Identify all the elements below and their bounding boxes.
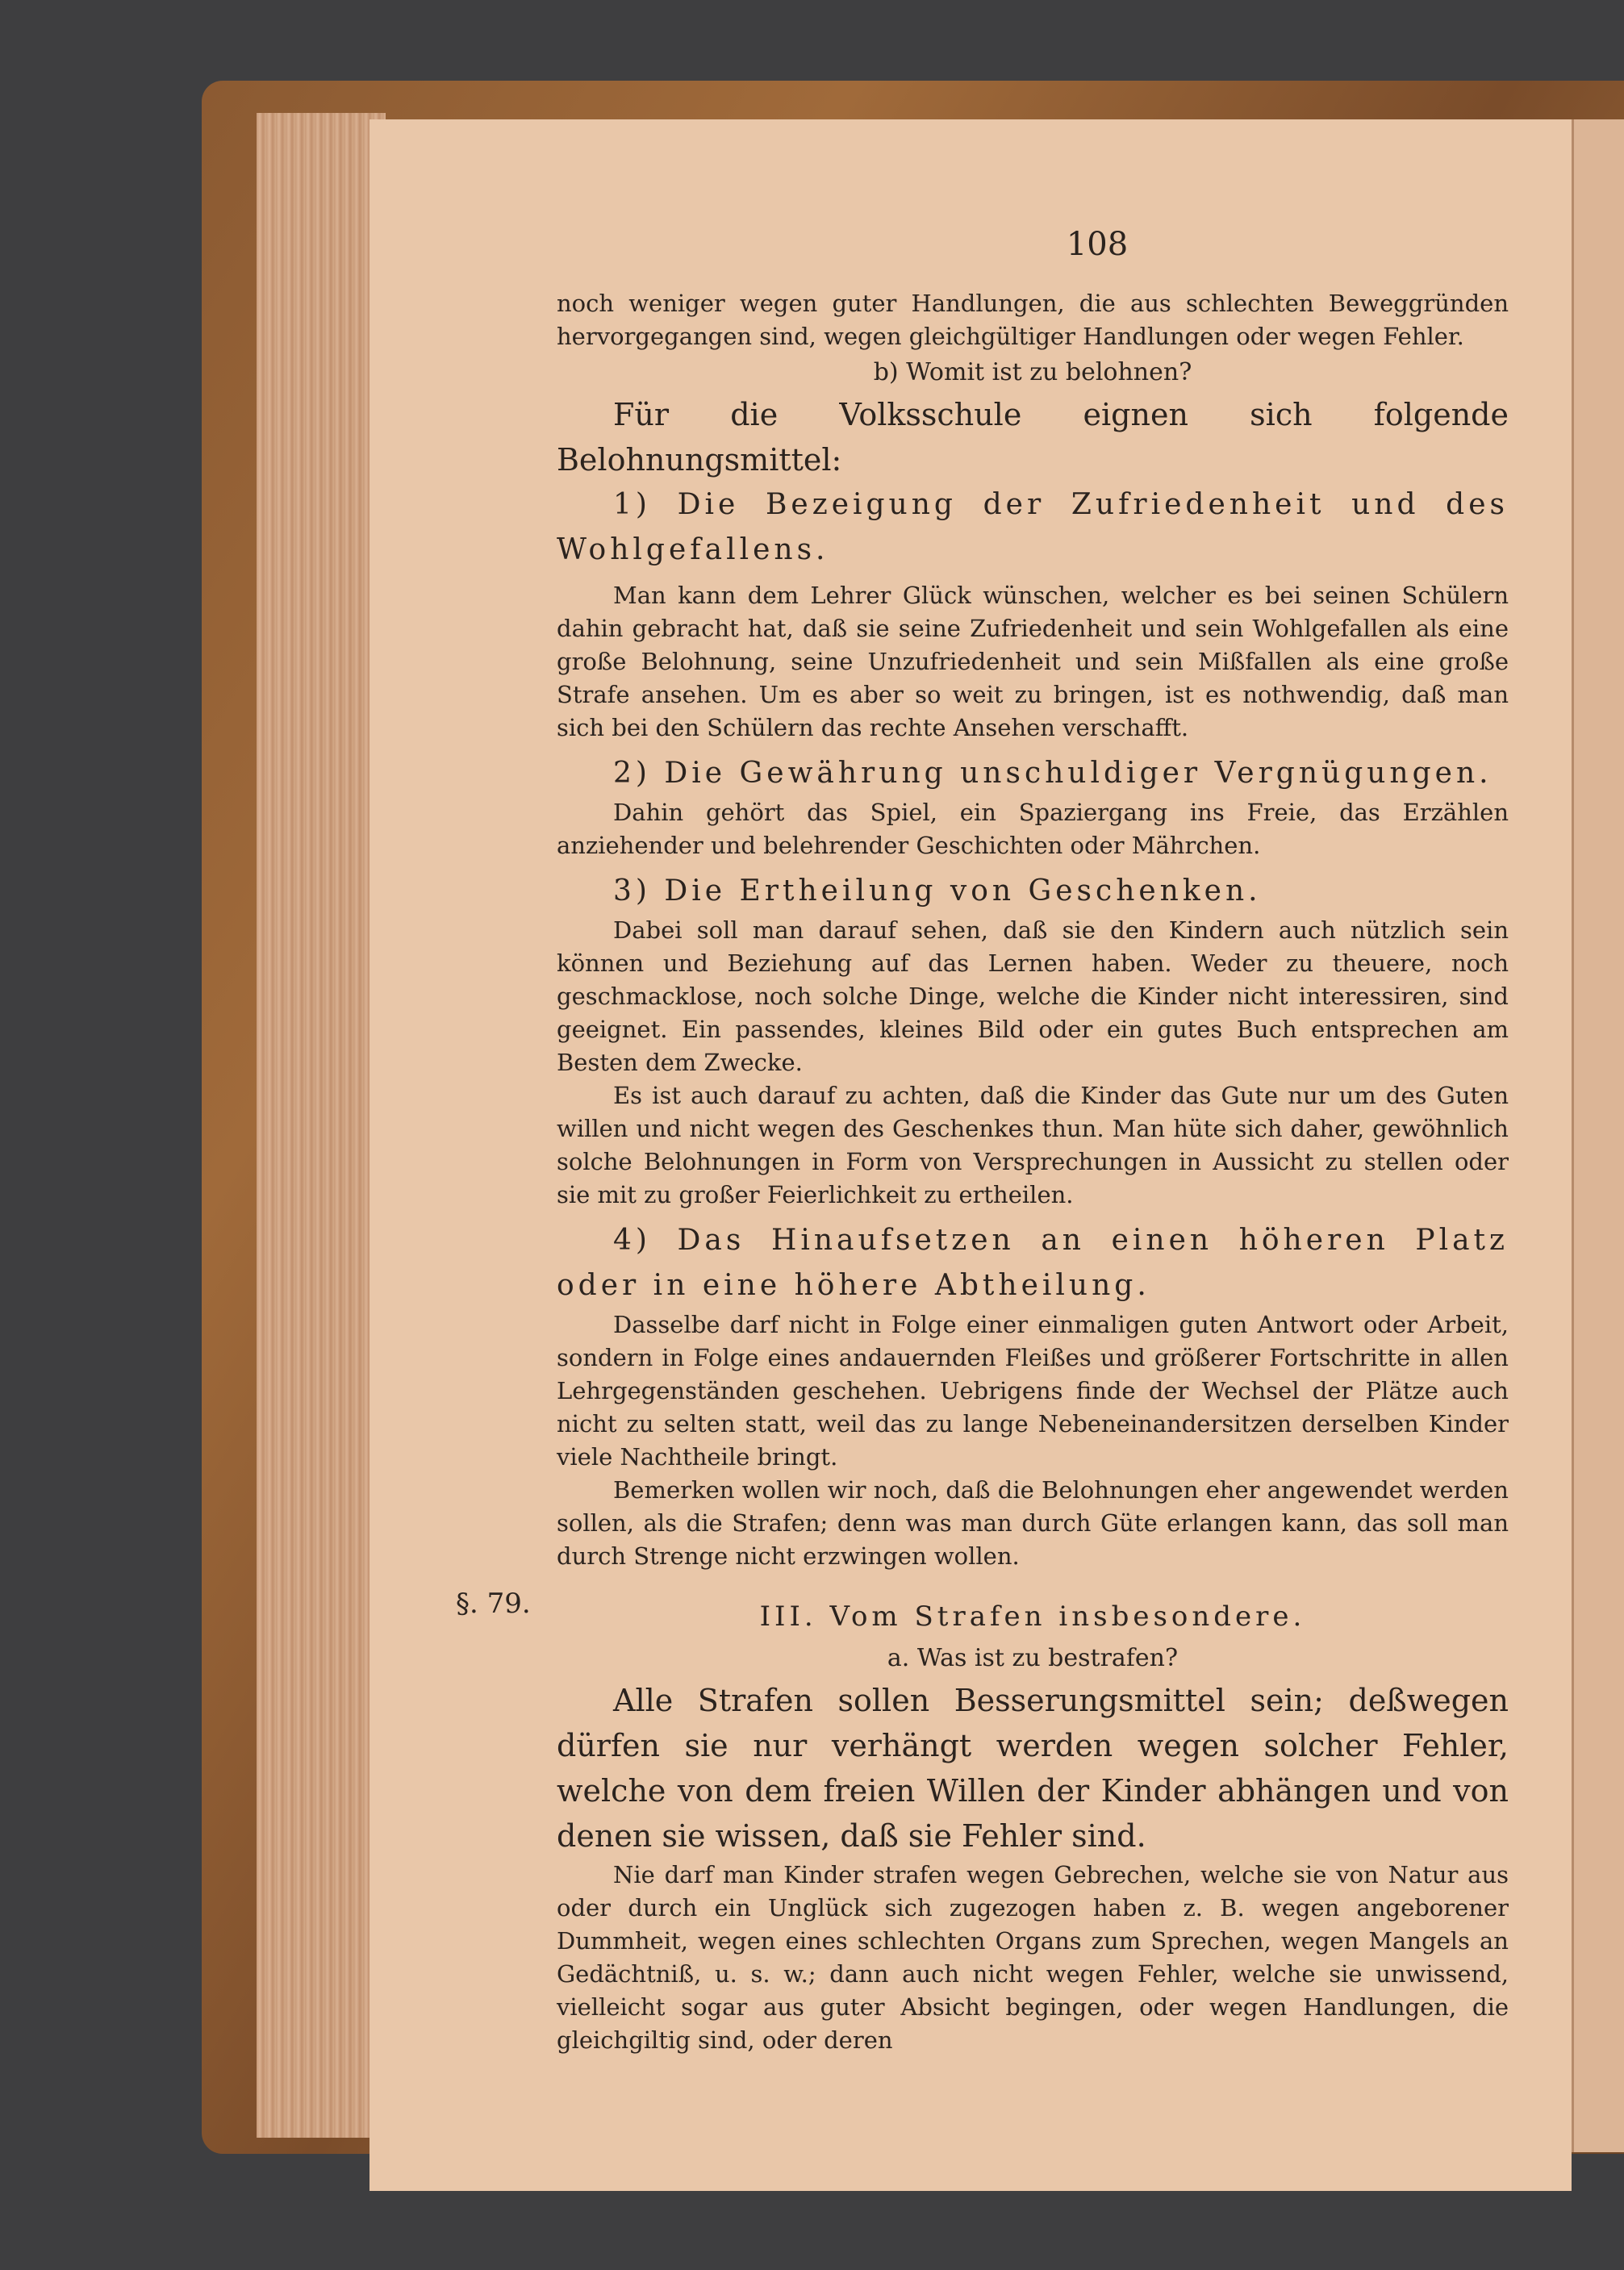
item3-text-2: Es ist auch darauf zu achten, daß die Kinder das Gute nur um des Guten willen und nicht wegen des Geschenkes thun. Man hüte sich daher, gewöhnlich solche Belohnungen in Form von Versprechungen in Aussicht zu stellen oder sie mit zu großer Feierlichkeit zu ertheilen. <box>557 1082 1509 1208</box>
item1-heading: 1) Die Bezeigung der Zufriedenheit und des Wohlgefallens. <box>557 488 1509 566</box>
item3-text-1: Dabei soll man darauf sehen, daß sie den Kindern auch nützlich sein können und Beziehung auf das Lernen haben. Weder zu theuere, noch geschmacklose, noch solche Dinge, welche die Kinder nicht interessiren, sind geeignet. Ein passendes, kleines Bild oder ein gutes Buch entsprechen am Besten dem Zwecke. <box>557 916 1509 1076</box>
main-a-text: Alle Strafen sollen Besserungsmittel sein; deßwegen dürfen sie nur verhängt werden wegen solcher Fehler, welche von dem freien Willen der Kinder abhängen und von denen sie wissen, daß sie Fehler sind. <box>557 1683 1509 1854</box>
closing-text: Nie darf man Kinder strafen wegen Gebrechen, welche sie von Natur aus oder durch ein Unglück sich zugezogen haben z. B. wegen angeborener Dummheit, wegen eines schlechten Organs zum Sprechen, wegen Mangels an Gedächtniß, u. s. w.; dann auch nicht wegen Fehler, welche sie unwissend, vielleicht sogar aus guter Absicht begingen, oder wegen Handlungen, die gleichgiltig sind, oder deren <box>557 1861 1509 2054</box>
item2-text: Dahin gehört das Spiel, ein Spaziergang ins Freie, das Erzählen anziehender und belehrender Geschichten oder Mährchen. <box>557 799 1509 859</box>
remark-text: Bemerken wollen wir noch, daß die Belohnungen eher angewendet werden sollen, als die Strafen; denn was man durch Güte erlangen kann, das soll man durch Strenge nicht erzwingen wollen. <box>557 1476 1509 1570</box>
item4-heading: 4) Das Hinaufsetzen an einen höheren Platz oder in eine höhere Abtheilung. <box>557 1224 1509 1302</box>
item1-text: Man kann dem Lehrer Glück wünschen, welcher es bei seinen Schülern dahin gebracht hat, daß sie seine Zufriedenheit und sein Wohlgefallen als eine große Belohnung, seine Unzufriedenheit und sein Mißfallen als eine große Strafe ansehen. Um es aber so weit zu bringen, ist es nothwendig, daß man sich bei den Schülern das rechte Ansehen verschafft. <box>557 582 1509 741</box>
section-79-heading: III. Vom Strafen insbesondere. <box>759 1600 1306 1633</box>
item3-heading: 3) Die Ertheilung von Geschenken. <box>613 874 1262 908</box>
intro-b: Für die Volksschule eignen sich folgende Belohnungsmittel: <box>557 397 1509 478</box>
page-number: 108 <box>1066 226 1129 263</box>
section-mark: §. 79. <box>456 1588 531 1620</box>
page-edges <box>257 113 386 2138</box>
item2-heading: 2) Die Gewährung unschuldiger Vergnügungen. <box>613 757 1492 790</box>
opening-lines: noch weniger wegen guter Handlungen, die aus schlechten Beweggründen hervorgegangen sind, wegen gleichgültiger Handlungen oder wegen Fehler. <box>557 290 1509 350</box>
subsection-a-heading: a. Was ist zu bestrafen? <box>887 1644 1179 1672</box>
item4-text: Dasselbe darf nicht in Folge einer einmaligen guten Antwort oder Arbeit, sondern in Folge eines andauernden Fleißes und größerer Fortschritte in allen Lehrgegenständen geschehen. Uebrigens finde der Wechsel der Plätze auch nicht zu selten statt, weil das zu lange Nebeneinandersitzen derselben Kinder viele Nachtheile bringt. <box>557 1311 1509 1471</box>
subsection-b-heading: b) Womit ist zu belohnen? <box>873 358 1192 386</box>
page-content <box>557 226 1509 2057</box>
facing-page-edge <box>1572 119 1624 2152</box>
